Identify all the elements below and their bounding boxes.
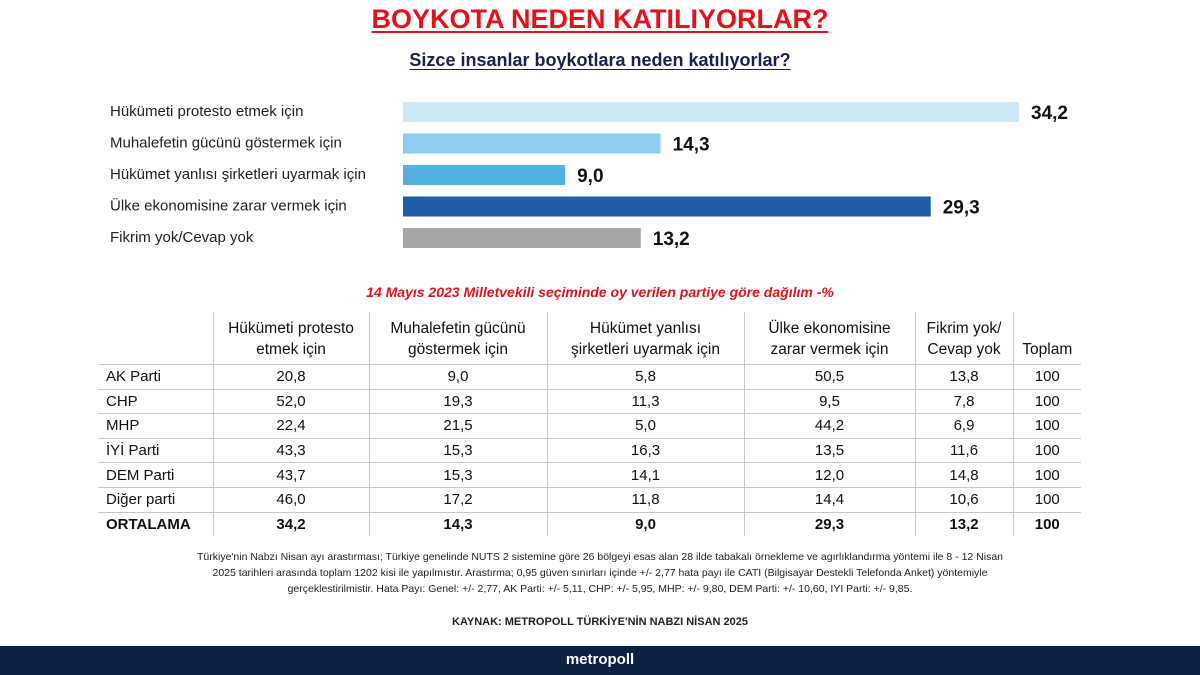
value-cell: 17,2 — [369, 487, 547, 512]
value-cell: 7,8 — [915, 389, 1013, 414]
value-cell: 46,0 — [213, 487, 369, 512]
party-name-cell: CHP — [98, 389, 213, 414]
value-cell: 12,0 — [744, 463, 915, 488]
party-name-cell: ORTALAMA — [98, 512, 213, 536]
bar — [403, 197, 931, 217]
header-line: Hükümet yanlısı — [589, 320, 702, 337]
header-line: şirketleri uyarmak için — [570, 341, 720, 358]
value-cell: 9,0 — [369, 365, 547, 390]
table-header-cell — [744, 312, 915, 365]
table-row — [98, 414, 1081, 439]
value-cell: 14,1 — [547, 463, 744, 488]
value-cell: 43,3 — [213, 438, 369, 463]
distribution-table — [98, 312, 1081, 536]
value-cell: 50,5 — [744, 365, 915, 390]
header-line: Fikrim yok/ — [926, 320, 1002, 337]
bar-value-label: 29,3 — [942, 197, 980, 219]
bar-value-label: 13,2 — [652, 229, 690, 250]
table-row — [98, 487, 1081, 512]
bar-value-label: 34,2 — [1031, 103, 1068, 124]
value-cell: 19,3 — [369, 389, 547, 414]
methodology-line: gerçeklestirilmistir. Hata Payı: Genel: +/- 2,77, AK Parti: +/- 5,11, CHP: +/- 5,95, MHP: +/- 9,80, DEM Parti: +/- 10,60, IYI Parti: +/- 9,85. — [287, 583, 913, 595]
party-name-cell: Diğer parti — [98, 487, 213, 512]
table-row — [98, 463, 1081, 488]
value-cell: 5,0 — [547, 414, 744, 439]
value-cell: 100 — [1013, 414, 1081, 439]
value-cell: 34,2 — [213, 512, 369, 536]
methodology-line: 2025 tarihleri arasında toplam 1202 kisi ile yapılmıstır. Arastırma; 0,95 güven sınırları içinde +/- 2,77 hata payı ile CATI (Bilgisayar Destekli Telefonda Anket) yöntemiyle — [212, 567, 988, 579]
bar-category-label: Ülke ekonomisine zarar vermek için — [110, 197, 347, 215]
bar-value-label: 9,0 — [577, 166, 604, 187]
party-name-cell: İYİ Parti — [98, 438, 213, 463]
bar-category-label: Muhalefetin gücünü göstermek için — [110, 134, 342, 152]
table-header-cell — [915, 312, 1013, 365]
methodology-note — [100, 549, 1100, 597]
bar — [403, 165, 565, 185]
header-line: Muhalefetin gücünü — [390, 320, 526, 337]
value-cell: 14,8 — [915, 463, 1013, 488]
table-header-cell — [98, 312, 213, 365]
value-cell: 29,3 — [744, 512, 915, 536]
value-cell: 100 — [1013, 365, 1081, 390]
value-cell: 100 — [1013, 512, 1081, 536]
party-name-cell: MHP — [98, 414, 213, 439]
page-title: BOYKOTA NEDEN KATILIYORLAR? — [371, 4, 829, 34]
table-body — [98, 365, 1081, 537]
value-cell: 13,2 — [915, 512, 1013, 536]
value-cell: 15,3 — [369, 438, 547, 463]
average-row — [98, 512, 1081, 536]
bar — [403, 134, 661, 154]
table-header-cell — [369, 312, 547, 365]
source-note: KAYNAK: METROPOLL TÜRKİYE'NİN NABZI NİSAN 2025 — [452, 616, 748, 628]
table-row — [98, 389, 1081, 414]
value-cell: 11,6 — [915, 438, 1013, 463]
bar-category-label: Fikrim yok/Cevap yok — [110, 229, 254, 246]
header-line: Cevap yok — [927, 341, 1001, 358]
table-row — [98, 365, 1081, 390]
header-line: zarar vermek için — [770, 341, 889, 358]
value-cell: 16,3 — [547, 438, 744, 463]
bar-category-label: Hükümet yanlısı şirketleri uyarmak için — [110, 166, 366, 183]
header-line: Ülke ekonomisine — [768, 320, 891, 337]
value-cell: 43,7 — [213, 463, 369, 488]
party-name-cell: AK Parti — [98, 365, 213, 390]
header-line: göstermek için — [408, 341, 508, 358]
header-line: etmek için — [256, 341, 326, 358]
bar-value-label: 14,3 — [672, 134, 710, 156]
bar — [403, 102, 1019, 122]
table-header-cell — [547, 312, 744, 365]
footer-bar — [0, 646, 1200, 675]
value-cell: 100 — [1013, 463, 1081, 488]
methodology-line: Türkiye'nin Nabzı Nisan ayı arastırması; Türkiye genelinde NUTS 2 sistemine göre 26 bölgeyi esas alan 28 ilde tabakalı örnekleme ve agırlıklandırma yöntemi ile 8 - 12 Nisan — [196, 551, 1004, 563]
value-cell: 15,3 — [369, 463, 547, 488]
party-name-cell: DEM Parti — [98, 463, 213, 488]
value-cell: 100 — [1013, 438, 1081, 463]
value-cell: 44,2 — [744, 414, 915, 439]
value-cell: 20,8 — [213, 365, 369, 390]
value-cell: 9,0 — [547, 512, 744, 536]
chart-subtitle: Sizce insanlar boykotlara neden katılıyorlar? — [409, 50, 791, 70]
table-header-row — [98, 312, 1081, 365]
brand-logo: metropoll — [565, 651, 635, 668]
value-cell: 5,8 — [547, 365, 744, 390]
bar-category-label: Hükümeti protesto etmek için — [110, 103, 304, 120]
value-cell: 11,3 — [547, 389, 744, 414]
value-cell: 21,5 — [369, 414, 547, 439]
bar — [403, 228, 641, 248]
value-cell: 100 — [1013, 389, 1081, 414]
value-cell: 9,5 — [744, 389, 915, 414]
header-line: Toplam — [1022, 341, 1073, 358]
value-cell: 10,6 — [915, 487, 1013, 512]
table-header-cell — [213, 312, 369, 365]
table-caption: 14 Mayıs 2023 Milletvekili seçiminde oy verilen partiye göre dağılım -% — [366, 284, 834, 300]
value-cell: 13,8 — [915, 365, 1013, 390]
value-cell: 14,3 — [369, 512, 547, 536]
value-cell: 52,0 — [213, 389, 369, 414]
table-header-cell — [1013, 312, 1081, 365]
value-cell: 11,8 — [547, 487, 744, 512]
value-cell: 13,5 — [744, 438, 915, 463]
header-line: Hükümeti protesto — [228, 320, 354, 337]
value-cell: 100 — [1013, 487, 1081, 512]
bar-chart — [0, 90, 1200, 270]
table-row — [98, 438, 1081, 463]
value-cell: 6,9 — [915, 414, 1013, 439]
value-cell: 22,4 — [213, 414, 369, 439]
value-cell: 14,4 — [744, 487, 915, 512]
